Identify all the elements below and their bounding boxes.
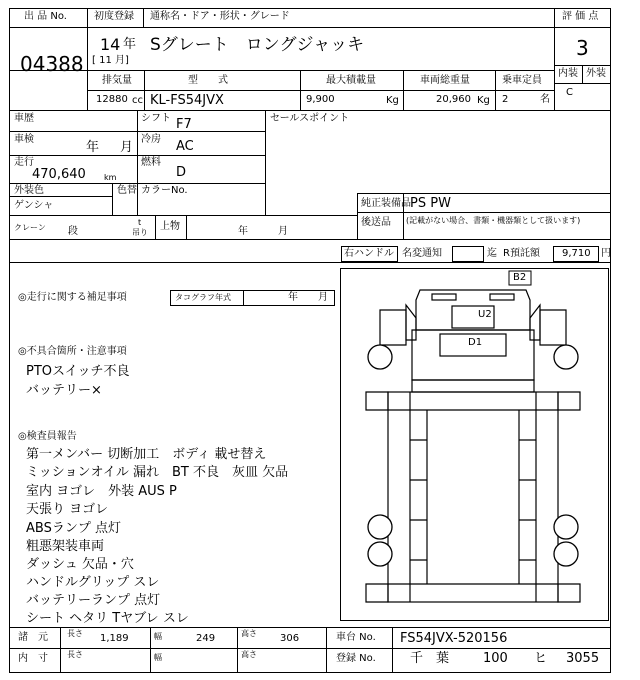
upper-month-unit: 月 [278,226,288,237]
color-change-label: 色替 [117,185,137,196]
ac-value: AC [176,139,194,154]
tachograph-year-unit: 年 [288,292,298,303]
interior-dims-label: 内 寸 [18,653,48,664]
defect-item: PTOスイッチ不良 [26,364,130,379]
chassis-label: 車台 No. [336,632,376,643]
mileage-value: 470,640 [32,167,86,182]
recycle-deposit-label: R預託額 [503,248,540,259]
lot-label: 出 品 No. [24,11,67,22]
height-label: 高さ [241,629,257,638]
height-value: 306 [280,633,300,644]
defect-notes-title: ◎不具合箇所・注意事項 [18,346,127,357]
driving-notes-title: ◎走行に関する補足事項 [18,292,127,303]
inspector-item: ダッシュ 欠品・穴 [26,557,134,572]
history-label: 車歴 [14,113,34,124]
name-change-label: 名変通知 [402,248,442,259]
inspector-item: 第一メンバー 切断加工 ボディ 載せ替え [26,447,267,462]
mileage-label: 走行 [14,157,34,168]
crane-ton: t [138,218,142,227]
mileage-unit: km [104,173,117,182]
displacement-unit: cc [132,95,143,106]
capacity-unit: 名 [540,94,550,105]
year-unit: 年 [123,37,137,52]
registration-class: 100 [483,651,508,666]
inspector-item: ハンドルグリップ スレ [26,575,160,590]
evaluation-label: 評 価 点 [562,11,599,22]
registration-year: 14 [100,35,121,54]
model-type-label: 型 式 [188,75,228,86]
dimensions-label: 諸 元 [18,632,48,643]
inspection-year-unit: 年 [86,140,100,155]
registration-number: 3055 [566,651,600,666]
displacement-label: 排気量 [102,75,132,86]
registration-label: 登録 No. [336,653,376,664]
shift-label: シフト [141,113,171,124]
gross-weight-label: 車両総重量 [420,75,470,86]
first-registration-label: 初度登録 [94,11,134,22]
inspector-item: ミッションオイル 漏れ BT 不良 灰皿 欠品 [26,465,289,480]
registration-area: 千 葉 [410,651,450,666]
exterior-grade-label: 外装 [586,68,606,79]
crane-lift: 吊り [132,228,148,237]
shift-value: F7 [176,117,192,132]
displacement-value: 12880 [96,94,128,105]
height-label-2: 高さ [241,650,257,659]
inspector-item: 室内 ヨゴレ 外装 AUS P [26,484,177,499]
length-label: 長さ [67,629,83,638]
evaluation-score: 3 [576,36,589,60]
inspector-item: シート ヘタリ Tヤブレ スレ [26,611,189,626]
model-type-value: KL-FS54JVX [150,93,224,108]
upper-body-label: 上物 [160,221,180,232]
recycle-deposit-value: 9,710 [562,248,591,259]
inspector-report-title: ◎検査員報告 [18,431,77,442]
tachograph-label: タコグラフ年式 [175,293,231,302]
inspection-label: 車検 [14,134,34,145]
length-label-2: 長さ [67,650,83,659]
steering-side: 右ハンドル [344,248,394,259]
recycle-deposit-unit: 円 [601,248,611,259]
inspector-item: ABSランプ 点灯 [26,521,121,536]
upper-year-unit: 年 [238,226,248,237]
color-value: ゲンシャ [14,200,54,211]
recall-label: 迄 [487,248,497,259]
width-label-2: 幅 [154,653,162,662]
model-name-label: 通称名・ドア・形状・グレード [150,11,290,22]
tachograph-month-unit: 月 [318,292,328,303]
chassis-number: FS54JVX-520156 [400,631,508,646]
inspector-item: 天張り ヨゴレ [26,502,109,517]
fuel-label: 燃料 [141,157,161,168]
capacity-label: 乗車定員 [502,75,542,86]
color-number-label: カラーNo. [141,185,188,196]
length-value: 1,189 [100,633,129,644]
fuel-value: D [176,165,187,180]
crane-stage: 段 [68,226,78,237]
max-load-value: 9,900 [306,94,335,105]
registration-kana: ヒ [534,651,548,666]
inspection-month-unit: 月 [120,140,134,155]
width-value: 249 [196,633,216,644]
width-label: 幅 [154,632,162,641]
capacity-value: 2 [502,94,509,105]
equipment-value: PS PW [410,196,451,211]
gross-weight-value: 20,960 [436,94,471,105]
retrofit-note: (記載がない場合、書類・機器類として扱います) [406,216,581,225]
ac-label: 冷房 [141,134,161,145]
retrofit-label: 後送品 [361,217,391,228]
sales-point-label: セールスポイント [270,113,350,124]
max-load-label: 最大積載量 [326,75,376,86]
gross-weight-unit: Kg [477,95,490,106]
damage-mark: D1 [468,337,483,348]
interior-grade: C [566,87,573,98]
damage-mark: B2 [513,272,527,283]
equipment-label: 純正装備品 [361,198,411,209]
model-name: Sグレート ロングジャッキ [150,35,365,55]
registration-month: [ 11 月] [92,55,129,66]
interior-grade-label: 内装 [558,68,578,79]
inspector-item: 粗悪架装車両 [26,539,105,554]
inspector-item: バッテリーランプ 点灯 [26,593,161,608]
color-label: 外装色 [14,185,44,196]
max-load-unit: Kg [386,95,399,106]
damage-mark: U2 [478,309,492,320]
lot-number: 04388 [20,52,84,76]
crane-label: クレーン [14,223,46,232]
defect-item: バッテリー× [26,383,102,398]
